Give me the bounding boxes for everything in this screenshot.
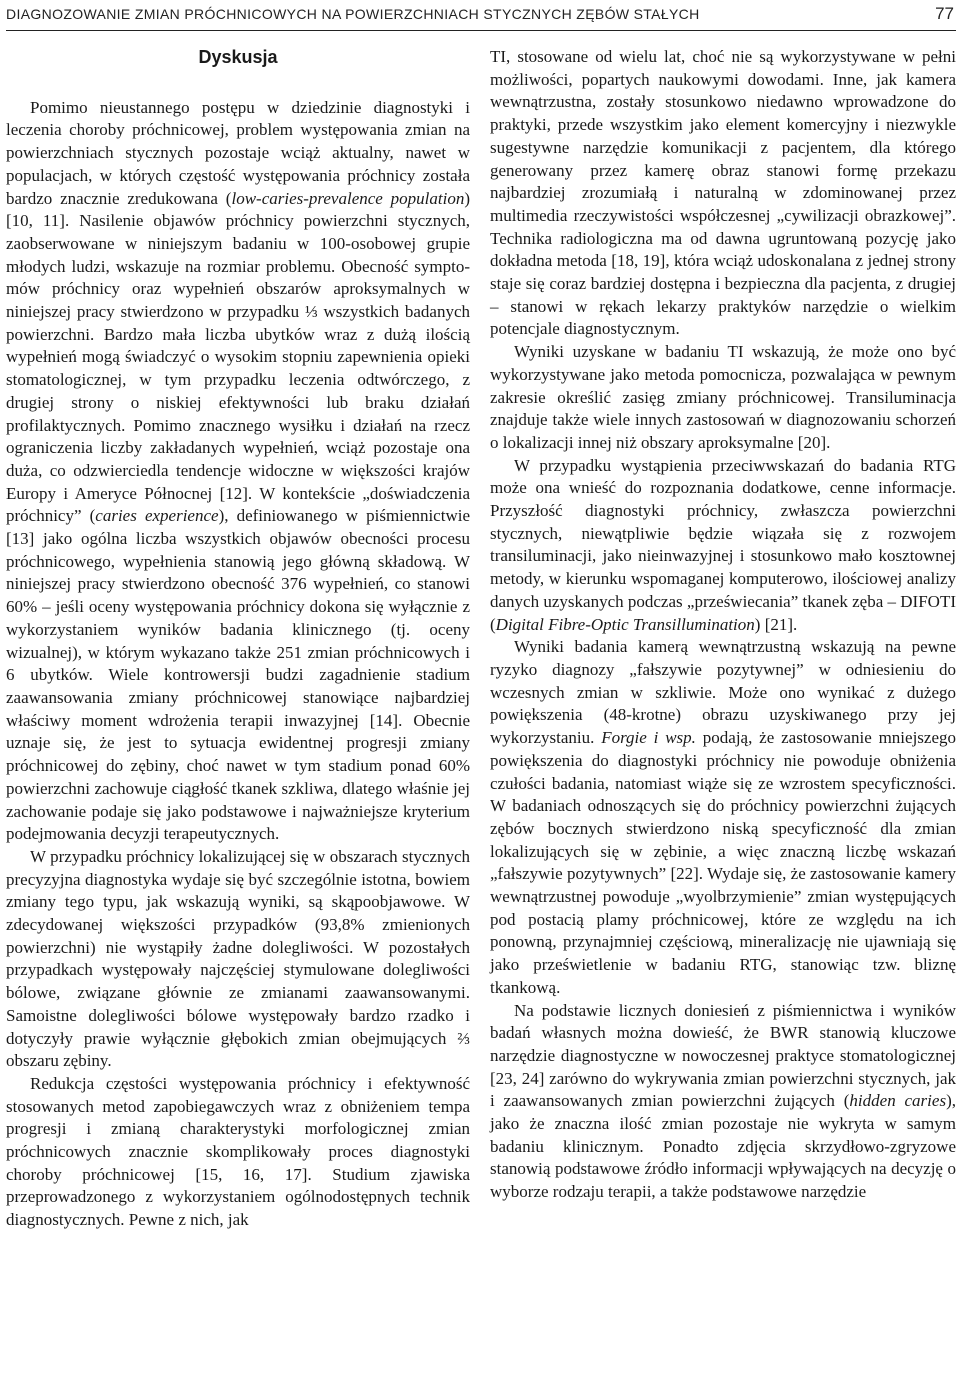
italic-text: low-caries-prevalence population [231,188,465,208]
text-run: Na podstawie licznych doniesień z piśmiennictwa i wyników badań własnych można dowieść, że BWR stanowią kluczowe narzędzie diagnostyczne w nowoczesnej praktyce stomatologicznej [23, 24] zarówno do wykrywania zmian powierzchni stycznych, jak i zaawansowanych zmian powierzchni żujących ( [490,1000,956,1111]
text-run: Pomimo nieustannego postępu w dziedzinie diagnostyki i leczenia choroby próchnicowej, problem występowania zmian na powierzchniach stycznych pozostaje wciąż aktualny, nawet w populacjach, w których częstość występowania próchnicy została bardzo znacznie zredukowana ( [6,97,470,208]
paragraph [6,1073,470,1232]
italic-text: caries experience [95,506,219,526]
italic-text: Digital Fibre-Optic Transillumination [495,614,755,634]
paragraph [490,1000,956,1204]
running-title: DIAGNOZOWANIE ZMIAN PRÓCHNICOWYCH NA POWIERZCHNIACH STYCZNYCH ZĘBÓW STAŁYCH [6,6,700,22]
paragraph [6,97,470,846]
paragraph [490,341,956,455]
paragraph [6,846,470,1073]
text-run: ), jako że znaczna ilość zmian pozostaje nie wykryta w samym badaniu klinicznym. Ponadto zdjęcia skrzydłowo-zgryzowe stanowią podstawowe źródło informacji wpływających na decyzję o wyborze rodzaju terapii, a także podstawowe narzędzie [490,1091,956,1202]
text-run: podają, że zastosowanie mniejszego powiększenia do diagnostyki próchnicy nie powoduje obniżenia czułości badania, natomiast wiąże się ze wzrostem specyficzności. W badaniach odnoszących się do próchnicy powierzchni żujących zębów bocznych stwierdzono niską specyficzność dla zmian lokalizujących się w zębinie, a więc znaczną liczbę wskazań „fałszywie pozytywnych” [22]. Wydaje się, że zastosowanie kamery wewnątrzustnej powoduje „wyolbrzymienie” zmian występujących pod postacią plamy próchnicowej, które ze względu na ich ponowną, przynajmniej częściową, mineralizację nie ujawniają się jako prześwietlenie w badaniu RTG, stanowiąc tzw. bliznę tkankową. [490,728,956,997]
page-number: 77 [935,4,954,23]
text-run: W przypadku wystąpienia przeciwwskazań do badania RTG może ona wnieść do rozpoznania dodatkowe, cenne informacje. Przyszłość diagnostyki próchnicy, zwłaszcza powierzchni stycznych, niewątpliwie będzie wiązała się z rozwojem transiluminacji, jako nieinwazyjnej i stosunkowo mało kosztownej metody, w kierunku wspomaganej komputerowo, ilościowej analizy danych uzyskanych podczas „przeświecania” tkanek zęba – DIFOTI ( [490,455,956,634]
text-run: Wyniki uzyskane w badaniu TI wskazują, że może ono być wykorzystywane jako metoda pomocnicza, pozwalająca w pewnym zakresie określić zasięg zmiany próchnicowej. Transiluminacja znajduje także wiele innych zastosowań w diagnozowaniu schorzeń o lokalizacji innej niż obszary aproksymalne [20]. [490,342,956,452]
right-column [490,46,956,1204]
paragraph [490,455,956,637]
text-run: TI, stosowane od wielu lat, choć nie są wykorzystywane w pełni możliwości, popartych naukowymi dowodami. Inne, jak kamera wewnątrzustna, zostały stosunkowo niedawno wprowadzone do praktyki, przede wszystkim jako element komercyjny i niezwykle sugestywne narzędzie komunikacji z pacjentem, dla którego generowany przez kamerę obraz stanowi formę przekazu najbardziej zrozumiałą i naturalną w zdominowanej przez multimedia rzeczywistości współczesnej „cywilizacji obrazkowej”. Technika radiologiczna ma od dawna ugruntowaną pozycję jako dokładna metoda [18, 19], która wciąż udoskonalana z jednej strony staje się coraz bardziej dostępna i bezpieczna dla pacjenta, z drugiej – stanowi w rękach lekarzy praktyków narzędzie o wielkim potencjale diagnostycznym. [490,47,956,339]
text-run: Wyniki badania kamerą wewnątrzustną wskazują na pewne ryzyko diagnozy „fałszywie pozytywnej” w odniesieniu do wczesnych zmian w szkliwie. Może ono wynikać z dużego powiększenia (48-krotne) obrazu uzyskiwanego przy jej wykorzystaniu. [490,637,956,748]
section-title: Dyskusja [198,47,278,67]
italic-text: hidden caries [849,1091,947,1111]
paragraph [490,636,956,999]
text-run: ), definiowanego w piśmiennictwie [13] jako ogólna liczba wszystkich objawów obecności procesu próchnicowego, wypełnienia stanowią jego główną składową. W niniejszej pracy stwierdzono obecność 376 wypełnień, co stanowi 60% – jeśli oceny występowania próchnicy dokona się wyłącznie z wykorzystaniem wyników badania klinicznego (tj. oceny wizualnej), w którym wykazano także 251 zmian próchnicowych i 6 ubytków. Wiele kontrowersji budzi zagadnienie stadium zaawansowania zmiany próchnicowej stanowiące najbardziej właściwy moment wdrożenia terapii inwazyjnej [14]. Obecnie uznaje się, że jest to sytuacja ewidentnej progresji zmiany próchnicowej do zębiny, choć nawet w tym stadium ponad 60% powierzchni zachowuje ciągłość tkanek szkliwa, dlatego właśnie jej zachowanie podaje się jako podstawowe i najważniejsze kryterium podejmowania decyzji terapeutycznych. [6,506,470,844]
paragraph [490,46,956,341]
text-run: ) [21]. [754,614,798,634]
running-header [6,2,956,31]
left-column [6,44,470,1232]
text-run: W przypadku próchnicy lokalizującej się w obszarach stycznych precyzyjna diagnostyka wydaje się być szczególnie istotna, bowiem zmiany tego typu, jak wskazują wyniki, są skąpoobjawowe. W zdecydowanej większości przypadków (93,8% zmienionych powierzchni) nie wystąpiły żadne dolegliwości. W pozostałych przypadkach występowały najczęściej stymulowane dolegliwości bólowe, związane głównie ze zmianami zaawansowanymi. Samoistne dolegliwości bólowe występowały bardzo rzadko i dotyczyły prawie wyłącznie głębokich zmian obejmujących ⅔ obszaru zębiny. [6,846,470,1071]
italic-text: Forgie i wsp. [601,728,696,748]
text-run: ) [10, 11]. Nasilenie objawów próchnicy powierzchni stycznych, zaobserwowane w niniejszym badaniu w 100-osobowej grupie młodych ludzi, wskazuje na rozmiar problemu. Obecność symptomów próchnicy oraz wypełnień obszarów aproksymalnych w niniejszej pracy stwierdzono w przypadku ⅓ wszystkich badanych powierzchni. Bardzo mała liczba ubytków wraz z dużą ilością wypełnień mogą świadczyć o wysokim stopniu zapewnienia opieki stomatologicznej, w tym przypadku leczenia odtwórczego, z drugiej strony o niskiej efektywności lub braku działań profilaktycznych. Pomimo znacznego wysiłku i działań na rzecz ograniczenia liczby zakładanych wypełnień, wciąż pozostaje ona duża, co odzwierciedla tendencje widoczne w większości krajów Europy i Ameryce Północnej [12]. W kontekście „doświadczenia próchnicy” ( [6,188,470,526]
text-run: Redukcja częstości występowania próchnicy i efektywność stosowanych metod zapobiegawczych wraz z obniżeniem tempa progresji i zmianą charakterystyki morfologicznej zmian próchnicowych znacznie skomplikowały proces diagnostyki choroby próchnicowej [15, 16, 17]. Studium zjawiska przeprowadzonego z wykorzystaniem ogólnodostępnych technik diagnostycznych. Pewne z nich, jak [6,1073,470,1230]
